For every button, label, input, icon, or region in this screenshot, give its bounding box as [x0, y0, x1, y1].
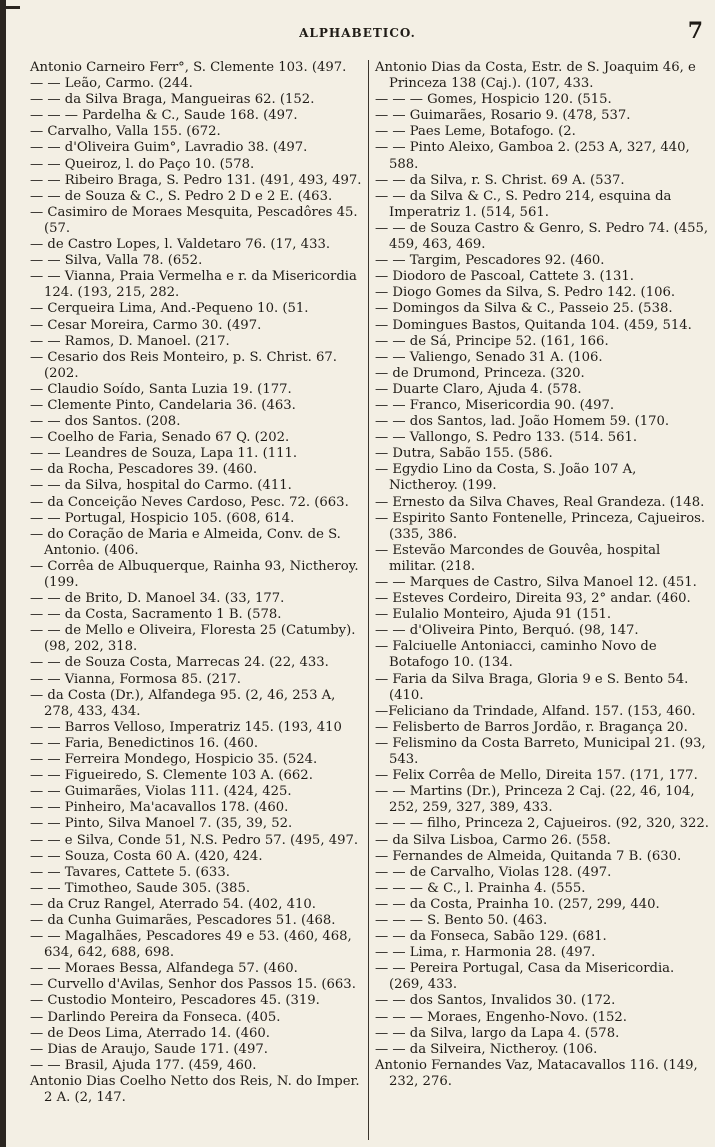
directory-entry: — — da Silva, largo da Lapa 4. (578. [375, 1025, 620, 1041]
directory-entry: — — da Silva, r. S. Christ. 69 A. (537. [375, 172, 625, 188]
directory-entry: — Clemente Pinto, Candelaria 36. (463. [30, 397, 296, 413]
columns [30, 60, 710, 1140]
directory-entry: Antonio Carneiro Ferr°, S. Clemente 103. (497. [30, 60, 347, 75]
directory-entry: — Domingues Bastos, Quitanda 104. (459, 514. [375, 317, 692, 333]
directory-entry: — — — Pardelha & C., Saude 168. (497. [30, 108, 298, 124]
directory-entry: — Custodio Monteiro, Pescadores 45. (319. [30, 993, 320, 1009]
directory-entry: — — Vianna, Formosa 85. (217. [30, 671, 241, 687]
directory-entry: — — d'Oliveira Pinto, Berquó. (98, 147. [375, 623, 639, 639]
directory-entry: — Casimiro de Moraes Mesquita, Pescadôres 45. (57. [30, 204, 358, 236]
directory-entry: — Carvalho, Valla 155. (672. [30, 124, 221, 140]
directory-entry: — — Guimarães, Rosario 9. (478, 537. [375, 108, 631, 124]
directory-entry: — Egydio Lino da Costa, S. João 107 A, Nictheroy. (199. [375, 462, 637, 494]
directory-entry: — Cesario dos Reis Monteiro, p. S. Christ. 67. (202. [30, 349, 337, 381]
directory-entry: — Falciuelle Antoniacci, caminho Novo de Botafogo 10. (134. [375, 639, 657, 671]
directory-entry: — da Conceição Neves Cardoso, Pesc. 72. (663. [30, 494, 349, 510]
left-column [30, 60, 369, 1140]
directory-entry: — — de Mello e Oliveira, Floresta 25 (Catumby). (98, 202, 318. [30, 623, 356, 655]
directory-entry: — — de Sá, Principe 52. (161, 166. [375, 333, 609, 349]
directory-entry: — Darlindo Pereira da Fonseca. (405. [30, 1009, 281, 1025]
directory-entry: — do Coração de Maria e Almeida, Conv. de S. Antonio. (406. [30, 526, 341, 558]
directory-entry: — — Targim, Pescadores 92. (460. [375, 253, 605, 269]
header [0, 18, 715, 48]
directory-entry: — — Moraes Bessa, Alfandega 57. (460. [30, 961, 298, 977]
directory-entry: — da Cruz Rangel, Aterrado 54. (402, 410. [30, 896, 317, 912]
directory-entry: — — Lima, r. Harmonia 28. (497. [375, 945, 596, 961]
directory-entry: — — Franco, Misericordia 90. (497. [375, 397, 615, 413]
directory-entry: — Cesar Moreira, Carmo 30. (497. [30, 317, 262, 333]
directory-entry: — Coelho de Faria, Senado 67 Q. (202. [30, 430, 290, 446]
directory-entry: — — — Moraes, Engenho-Novo. (152. [375, 1009, 627, 1025]
directory-entry: — da Rocha, Pescadores 39. (460. [30, 462, 258, 478]
directory-entry: — Estevão Marcondes de Gouvêa, hospital militar. (218. [375, 542, 661, 574]
directory-entry: Antonio Dias Coelho Netto dos Reis, N. do Imper. 2 A. (2, 147. [30, 1073, 360, 1105]
directory-entry: — Diodoro de Pascoal, Cattete 3. (131. [375, 269, 634, 285]
directory-entry: — — da Fonseca, Sabão 129. (681. [375, 929, 607, 945]
directory-entry: — Felix Corrêa de Mello, Direita 157. (171, 177. [375, 768, 698, 784]
directory-entry: — — dos Santos, lad. João Homem 59. (170. [375, 414, 670, 430]
directory-entry: — — e Silva, Conde 51, N.S. Pedro 57. (495, 497. [30, 832, 359, 848]
directory-entry: — Felisberto de Barros Jordão, r. Bragança 20. [375, 719, 688, 735]
directory-entry: — — Portugal, Hospicio 105. (608, 614. [30, 510, 295, 526]
directory-entry: — da Costa (Dr.), Alfandega 95. (2, 46, 253 A, 278, 433, 434. [30, 687, 336, 719]
directory-entry: — — da Costa, Sacramento 1 B. (578. [30, 607, 282, 623]
directory-entry: — Duarte Claro, Ajuda 4. (578. [375, 381, 582, 397]
directory-entry: — — Pinto Aleixo, Gamboa 2. (253 A, 327, 440, 588. [375, 140, 690, 172]
directory-entry: — — Faria, Benedictinos 16. (460. [30, 735, 259, 751]
directory-entry: — — da Silva & C., S. Pedro 214, esquina da Imperatriz 1. (514, 561. [375, 188, 672, 220]
directory-entry: — — da Silva, hospital do Carmo. (411. [30, 478, 292, 494]
directory-entry: — — Barros Velloso, Imperatriz 145. (193, 410 [30, 719, 342, 735]
directory-entry: — — Brasil, Ajuda 177. (459, 460. [30, 1057, 257, 1073]
directory-entry: — — de Souza Castro & Genro, S. Pedro 74. (455, 459, 463, 469. [375, 220, 709, 253]
directory-entry: — — Martins (Dr.), Princeza 2 Caj. (22, 46, 104, 252, 259, 327, 389, 433. [375, 784, 695, 816]
directory-entry: — Felismino da Costa Barreto, Municipal 21. (93, 543. [375, 735, 706, 768]
directory-entry: — Fernandes de Almeida, Quitanda 7 B. (630. [375, 848, 682, 864]
directory-entry: — — de Souza Costa, Marrecas 24. (22, 433. [30, 655, 329, 671]
directory-entry: — de Deos Lima, Aterrado 14. (460. [30, 1025, 270, 1041]
directory-entry: — — da Silva Braga, Mangueiras 62. (152. [30, 92, 315, 108]
directory-entry: Antonio Dias da Costa, Estr. de S. Joaquim 46, e Princeza 138 (Caj.). (107, 433. [375, 60, 696, 92]
directory-entry: — — Queiroz, l. do Paço 10. (578. [30, 156, 255, 172]
directory-entry: — — Valiengo, Senado 31 A. (106. [375, 349, 603, 365]
directory-entry: — — — & C., l. Prainha 4. (555. [375, 880, 586, 896]
directory-entry: — — Marques de Castro, Silva Manoel 12. (451. [375, 575, 697, 590]
directory-entry: — Dutra, Sabão 155. (586. [375, 446, 553, 462]
directory-entry: — — Tavares, Cattete 5. (633. [30, 864, 230, 880]
directory-entry: —Feliciano da Trindade, Alfand. 157. (153, 460. [375, 703, 696, 719]
directory-entry: — — — Gomes, Hospicio 120. (515. [375, 92, 612, 108]
directory-entry: — — Magalhães, Pescadores 49 e 53. (460, 468, 634, 642, 688, 698. [30, 929, 352, 961]
directory-entry: — — Leão, Carmo. (244. [30, 76, 193, 92]
directory-entry: — Eulalio Monteiro, Ajuda 91 (151. [375, 607, 612, 623]
directory-entry: — Faria da Silva Braga, Gloria 9 e S. Bento 54. (410. [375, 671, 689, 703]
directory-entry: — — Pereira Portugal, Casa da Misericordia. (269, 433. [375, 961, 675, 993]
directory-entry: Antonio Fernandes Vaz, Matacavallos 116. (149, 232, 276. [375, 1057, 698, 1089]
directory-entry: — — dos Santos. (208. [30, 414, 181, 430]
directory-entry: — — Pinheiro, Ma'acavallos 178. (460. [30, 800, 289, 816]
directory-entry: — — Pinto, Silva Manoel 7. (35, 39, 52. [30, 816, 293, 832]
edge-mark [0, 6, 20, 9]
directory-entry: — da Silva Lisboa, Carmo 26. (558. [375, 832, 611, 848]
directory-entry: — — Souza, Costa 60 A. (420, 424. [30, 848, 263, 864]
directory-entry: — Claudio Soído, Santa Luzia 19. (177. [30, 381, 292, 397]
directory-entry: — — Paes Leme, Botafogo. (2. [375, 124, 576, 140]
directory-entry: — — Figueiredo, S. Clemente 103 A. (662. [30, 768, 313, 784]
directory-entry: — de Drumond, Princeza. (320. [375, 365, 585, 381]
directory-entry: — — de Brito, D. Manoel 34. (33, 177. [30, 591, 285, 607]
directory-entry: — Diogo Gomes da Silva, S. Pedro 142. (106. [375, 285, 676, 301]
directory-entry: — Espirito Santo Fontenelle, Princeza, Cajueiros. (335, 386. [375, 510, 706, 542]
directory-entry: — — Vianna, Praia Vermelha e r. da Misericordia 124. (193, 215, 282. [30, 269, 357, 301]
directory-entry: — — Vallongo, S. Pedro 133. (514. 561. [375, 430, 638, 446]
directory-entry: — — da Silveira, Nictheroy. (106. [375, 1041, 598, 1057]
directory-entry: — — d'Oliveira Guim°, Lavradio 38. (497. [30, 140, 308, 156]
running-head: ALPHABETICO. [299, 26, 416, 40]
right-column [369, 60, 709, 1140]
directory-entry: — Domingos da Silva & C., Passeio 25. (538. [375, 301, 673, 317]
page-edge [0, 0, 6, 1147]
directory-entry: — Ernesto da Silva Chaves, Real Grandeza. (148. [375, 494, 705, 510]
directory-entry: — Esteves Cordeiro, Direita 93, 2° andar. (460. [375, 591, 691, 607]
directory-entry: — — — filho, Princeza 2, Cajueiros. (92, 320, 322. [375, 816, 710, 832]
directory-entry: — — Guimarães, Violas 111. (424, 425. [30, 784, 292, 800]
directory-entry: — — Ribeiro Braga, S. Pedro 131. (491, 493, 497. [30, 172, 362, 188]
directory-entry: — — de Carvalho, Violas 128. (497. [375, 864, 612, 880]
directory-entry: — da Cunha Guimarães, Pescadores 51. (468. [30, 912, 336, 928]
directory-entry: — — — S. Bento 50. (463. [375, 912, 548, 928]
directory-entry: — — Timotheo, Saude 305. (385. [30, 880, 251, 896]
directory-entry: — Curvello d'Avilas, Senhor dos Passos 15. (663. [30, 977, 356, 993]
directory-entry: — — de Souza & C., S. Pedro 2 D e 2 E. (463. [30, 188, 333, 204]
directory-entry: — Cerqueira Lima, And.-Pequeno 10. (51. [30, 301, 309, 317]
directory-entry: — de Castro Lopes, l. Valdetaro 76. (17, 433. [30, 237, 331, 253]
directory-entry: — — dos Santos, Invalidos 30. (172. [375, 993, 616, 1009]
directory-entry: — — Ramos, D. Manoel. (217. [30, 333, 230, 349]
directory-entry: — — da Costa, Prainha 10. (257, 299, 440. [375, 896, 660, 912]
directory-entry: — Dias de Araujo, Saude 171. (497. [30, 1041, 268, 1057]
page-number: 7 [687, 18, 703, 44]
directory-entry: — — Ferreira Mondego, Hospicio 35. (524. [30, 752, 318, 768]
directory-entry: — — Leandres de Souza, Lapa 11. (111. [30, 446, 298, 462]
directory-entry: — Corrêa de Albuquerque, Rainha 93, Nictheroy. (199. [30, 558, 359, 590]
directory-entry: — — Silva, Valla 78. (652. [30, 253, 203, 269]
